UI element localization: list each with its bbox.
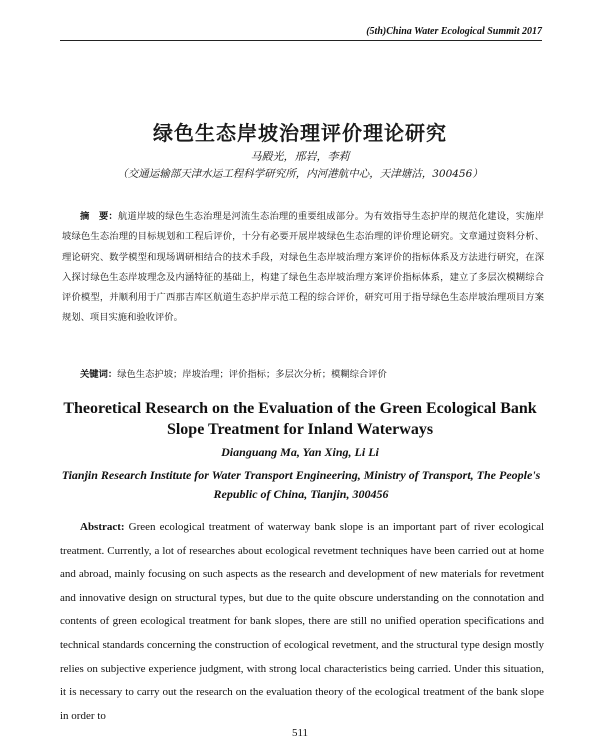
english-title: [0, 398, 600, 440]
chinese-abstract: [62, 207, 544, 329]
chinese-title: 绿色生态岸坡治理评价理论研究: [153, 121, 447, 145]
english-abstract: [60, 516, 544, 728]
chinese-keywords-label: 关键词：: [80, 369, 118, 380]
english-affiliation-line-1: Tianjin Research Institute for Water Transport Engineering, Ministry of Transport, The People's: [61, 468, 541, 482]
english-authors: Dianguang Ma, Yan Xing, Li Li: [221, 445, 379, 459]
chinese-authors: 马殿光，邢岩，李莉: [250, 150, 350, 163]
page-number: 511: [291, 727, 309, 739]
chinese-keywords: [80, 366, 550, 380]
english-title-line-2: Slope Treatment for Inland Waterways: [166, 421, 434, 438]
english-title-line-1: Theoretical Research on the Evaluation of the Green Ecological Bank: [63, 400, 537, 417]
running-header: (5th)China Water Ecological Summit 2017: [60, 26, 542, 41]
chinese-abstract-text: 航道岸坡的绿色生态治理是河流生态治理的重要组成部分。为有效指导生态护岸的规范化建设，实施岸坡绿色生态治理的目标规划和工程后评价，十分有必要开展岸坡绿色生态治理的评价理论研究。文章通过资料分析、理论研究、数学模型和现场调研相结合的技术手段，对绿色生态岸坡治理方案评价的指标体系及方法进行研究，在深入探讨绿色生态岸坡理念及内涵特征的基础上，构建了绿色生态岸坡治理方案评价指标体系，建立了多层次模糊综合评价模型，并顺利用于广西那吉库区航道生态护岸示范工程的综合评价，研究可用于指导绿色生态岸坡治理项目方案规划、项目实施和验收评价。: [62, 211, 544, 324]
english-abstract-text: Green ecological treatment of waterway bank slope is an important part of river ecological treatment. Currently, a lot of researches about ecological revetment techniques have been carried out at home and abroad, mainly focusing on such aspects as the research and development of new materials for revetment and innovative design on structural types, but due to the quite obscure understanding on the connotation and contents of green ecological treatment for bank slopes, there are still no unified operation specifications and technical standards concerning the construction of ecological revetment, and the structural type design mostly relies on subjective experience judgment, with strong local characteristics being carried. Under this situation, it is necessary to carry out the research on the evaluation theory of the ecological treatment of the bank slope in order to: [60, 521, 545, 722]
chinese-abstract-label: 摘 要：: [80, 211, 118, 222]
chinese-affiliation: （交通运输部天津水运工程科学研究所，内河港航中心，天津塘沽，300456）: [117, 168, 483, 180]
english-abstract-label: Abstract:: [80, 521, 125, 533]
english-affiliation: [60, 466, 542, 504]
english-affiliation-line-2: Republic of China, Tianjin, 300456: [213, 487, 389, 501]
chinese-keywords-text: 绿色生态护坡；岸坡治理；评价指标；多层次分析；模糊综合评价: [117, 369, 387, 380]
